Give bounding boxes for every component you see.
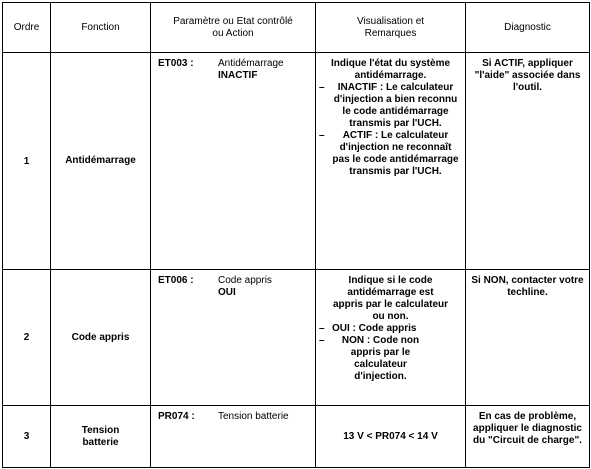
row-fonction: Antidémarrage	[51, 53, 151, 270]
diagnostic-table	[2, 2, 590, 468]
header-fonction: Fonction	[51, 3, 151, 53]
param-code: ET006 :	[158, 275, 194, 286]
row-diagnostic: En cas de problème, appliquer le diagnostic du "Circuit de charge".	[466, 406, 590, 468]
row-parametre	[151, 406, 316, 468]
vis-intro: Indique si le code antidémarrage est appris par le calculateur ou non.	[332, 275, 449, 322]
header-parametre: Paramètre ou Etat contrôlé ou Action	[151, 3, 316, 53]
row-ordre: 2	[3, 270, 51, 406]
header-row	[3, 3, 590, 53]
row-parametre	[151, 270, 316, 406]
vis-intro: 13 V < PR074 < 14 V	[343, 430, 438, 442]
row-diagnostic: Si ACTIF, appliquer "l'aide" associée dans l'outil.	[466, 53, 590, 270]
param-value: OUI	[218, 287, 236, 298]
header-ordre: Ordre	[3, 3, 51, 53]
row-fonction: Tension batterie	[51, 406, 151, 468]
row-visualisation	[316, 53, 466, 270]
vis-intro: Indique l'état du système antidémarrage.	[330, 58, 451, 81]
table-row	[3, 270, 590, 406]
vis-item: – INACTIF : Le calculateur d'injection a bien reconnu le code antidémarrage transmis par l'UCH.	[319, 82, 458, 129]
row-parametre	[151, 53, 316, 270]
param-code: PR074 :	[158, 411, 195, 422]
header-visualisation: Visualisation et Remarques	[316, 3, 466, 53]
table-row	[3, 53, 590, 270]
dash-bullet: –	[319, 82, 325, 93]
table-row	[3, 406, 590, 468]
param-code: ET003 :	[158, 58, 194, 69]
vis-item: – NON : Code non appris par le calculateur d'injection.	[319, 335, 420, 382]
param-label: Code appris	[218, 275, 272, 286]
vis-item: – OUI : Code appris	[319, 323, 417, 334]
param-value: INACTIF	[218, 70, 258, 81]
row-fonction: Code appris	[51, 270, 151, 406]
row-visualisation	[316, 270, 466, 406]
row-ordre: 1	[3, 53, 51, 270]
param-label: Tension batterie	[218, 411, 289, 422]
header-diagnostic: Diagnostic	[466, 3, 590, 53]
dash-bullet: –	[319, 130, 325, 141]
row-diagnostic: Si NON, contacter votre techline.	[466, 270, 590, 406]
dash-bullet: –	[319, 323, 325, 334]
vis-item: – ACTIF : Le calculateur d'injection ne reconnaît pas le code antidémarrage transmis par l'UCH.	[319, 130, 459, 177]
row-ordre: 3	[3, 406, 51, 468]
param-label: Antidémarrage	[218, 58, 284, 69]
row-visualisation	[316, 406, 466, 468]
dash-bullet: –	[319, 335, 325, 346]
